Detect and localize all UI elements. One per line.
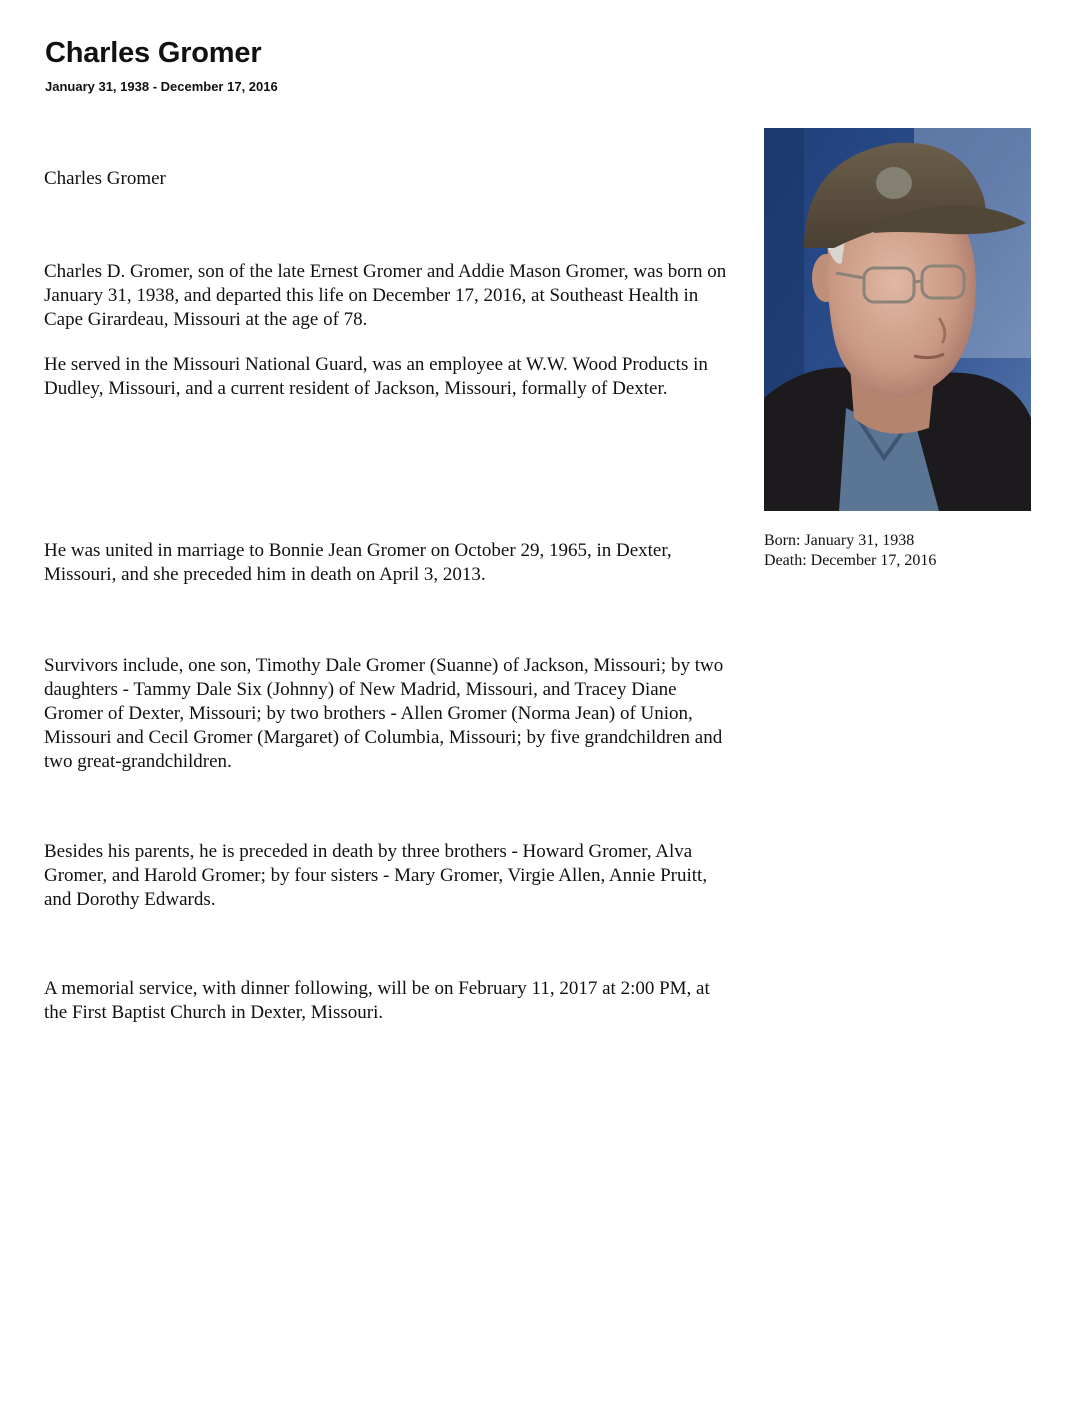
obituary-paragraph: He served in the Missouri National Guard, was an employee at W.W. Wood Products in Dudley, Missouri, and a current resident of Jackson, Missouri, formally of Dexter. (44, 354, 708, 399)
obituary-paragraph: He was united in marriage to Bonnie Jean Gromer on October 29, 1965, in Dexter, Missouri, and she preceded him in death on April 3, 2013. (44, 540, 672, 585)
obituary-paragraph: Charles D. Gromer, son of the late Ernest Gromer and Addie Mason Gromer, was born on January 31, 1938, and departed this life on December 17, 2016, at Southeast Health in Cape Girardeau, Missouri at the age of 78. (44, 261, 727, 330)
life-dates: January 31, 1938 - December 17, 2016 (45, 79, 278, 94)
obituary-paragraph: Besides his parents, he is preceded in death by three brothers - Howard Gromer, Alva Gromer, and Harold Gromer; by four sisters - Mary Gromer, Virgie Allen, Annie Pruitt, and Dorothy Edwards. (44, 841, 708, 910)
life-summary (764, 531, 936, 571)
portrait-photo (764, 128, 1031, 511)
obituary-paragraph: A memorial service, with dinner following, will be on February 11, 2017 at 2:00 PM, at the First Baptist Church in Dexter, Missouri. (44, 978, 710, 1023)
obituary-paragraph: Survivors include, one son, Timothy Dale Gromer (Suanne) of Jackson, Missouri; by two daughters - Tammy Dale Six (Johnny) of New Madrid, Missouri, and Tracey Diane Gromer of Dexter, Missouri; by two brothers - Allen Gromer (Norma Jean) of Union, Missouri and Cecil Gromer (Margaret) of Columbia, Missouri; by five grandchildren and two great-grandchildren. (44, 655, 724, 772)
born-date: Born: January 31, 1938 (764, 532, 915, 549)
death-date: Death: December 17, 2016 (764, 552, 937, 569)
page-title: Charles Gromer (45, 37, 262, 69)
obituary-name: Charles Gromer (44, 168, 166, 189)
